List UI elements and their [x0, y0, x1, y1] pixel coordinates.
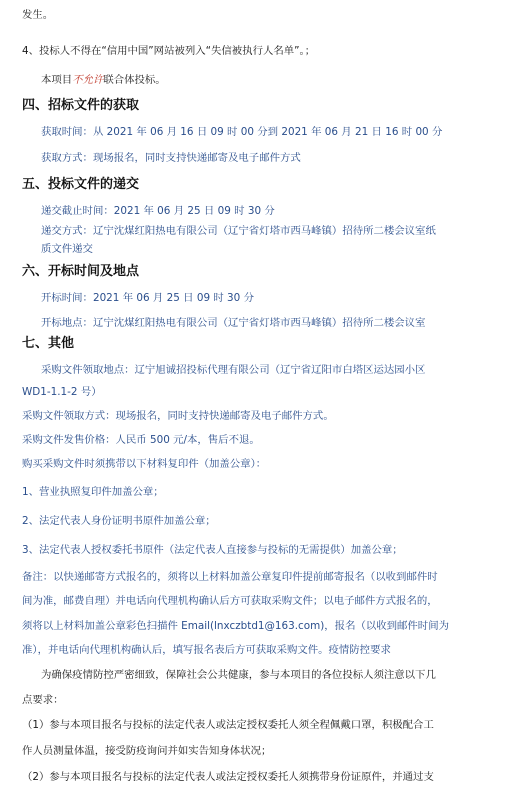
- section-heading-4: 四、招标文件的获取: [22, 98, 140, 113]
- copy-item-1: 1、营业执照复印件加盖公章；: [22, 486, 164, 498]
- requirement-1-line: （1）参与本项目报名与投标的法定代表人或法定授权委托人须全程佩戴口罩，积极配合工: [22, 719, 434, 731]
- consortium-prefix: 本项目: [41, 74, 73, 86]
- price-line: 采购文件发售价格：人民币 500 元/本，售后不退。: [22, 434, 260, 446]
- copies-required-line: 购买采购文件时须携带以下材料复印件（加盖公章）：: [22, 458, 267, 470]
- section-heading-5: 五、投标文件的递交: [22, 177, 140, 192]
- consortium-suffix: 联合体投标。: [103, 74, 166, 86]
- opening-place-line: 开标地点：辽宁沈煤红阳热电有限公司（辽宁省灯塔市西马峰镇）招待所二楼会议室: [41, 317, 426, 329]
- obtain-method-line: 获取方式：现场报名，同时支持快递邮寄及电子邮件方式: [41, 152, 301, 164]
- consortium-line: [41, 73, 166, 87]
- section-heading-6: 六、开标时间及地点: [22, 264, 140, 279]
- copy-item-2: 2、法定代表人身份证明书原件加盖公章；: [22, 515, 216, 527]
- receive-method-line: 采购文件领取方式：现场报名，同时支持快递邮寄及电子邮件方式。: [22, 410, 334, 422]
- epidemic-intro-line-cont: 点要求：: [22, 694, 64, 706]
- section-heading-7: 七、其他: [22, 336, 75, 351]
- requirement-1-line-cont: 作人员测量体温，接受防疫询问并如实告知身体状况；: [22, 745, 272, 757]
- submit-method-line-cont: 质文件递交: [41, 243, 93, 255]
- receive-place-line-cont: WD1-1.1-2 号）: [22, 386, 102, 398]
- epidemic-intro-line: 为确保疫情防控严密细致，保障社会公共健康，参与本项目的各位投标人须注意以下几: [41, 669, 436, 681]
- obtain-time-line: 获取时间：从 2021 年 06 月 16 日 09 时 00 分到 2021 年 06 月 21 日 16 时 00 分: [41, 126, 443, 138]
- note-line-4: 准），并电话向代理机构确认后，填写报名表后方可获取采购文件。疫情防控要求: [22, 644, 391, 656]
- note-line-3: 须将以上材料加盖公章彩色扫描件 Email(lnxczbtd1@163.com)，报名（以收到邮件时间为: [22, 620, 449, 632]
- receive-place-line: 采购文件领取地点：辽宁旭诚招投标代理有限公司（辽宁省辽阳市白塔区运达园小区: [41, 364, 426, 376]
- submit-method-line: 递交方式：辽宁沈煤红阳热电有限公司（辽宁省灯塔市西马峰镇）招待所二楼会议室纸: [41, 225, 436, 237]
- requirement-2-line: （2）参与本项目报名与投标的法定代表人或法定授权委托人须携带身份证原件，并通过支: [22, 771, 434, 783]
- copy-item-3: 3、法定代表人授权委托书原件（法定代表人直接参与投标的无需提供）加盖公章；: [22, 544, 403, 556]
- note-line-1: 备注：以快递邮寄方式报名的，须将以上材料加盖公章复印件提前邮寄报名（以收到邮件时: [22, 571, 438, 583]
- opening-time-line: 开标时间：2021 年 06 月 25 日 09 时 30 分: [41, 292, 254, 304]
- consortium-emphasis: 不允许: [72, 74, 104, 86]
- note-line-2: 间为准，邮费自理）并电话向代理机构确认后方可获取采购文件；以电子邮件方式报名的，: [22, 595, 438, 607]
- requirement-item-4: 4、投标人不得在“信用中国”网站被列入“失信被执行人名单”。；: [22, 45, 316, 57]
- text-line: 发生。: [22, 9, 54, 21]
- submit-deadline-line: 递交截止时间：2021 年 06 月 25 日 09 时 30 分: [41, 205, 275, 217]
